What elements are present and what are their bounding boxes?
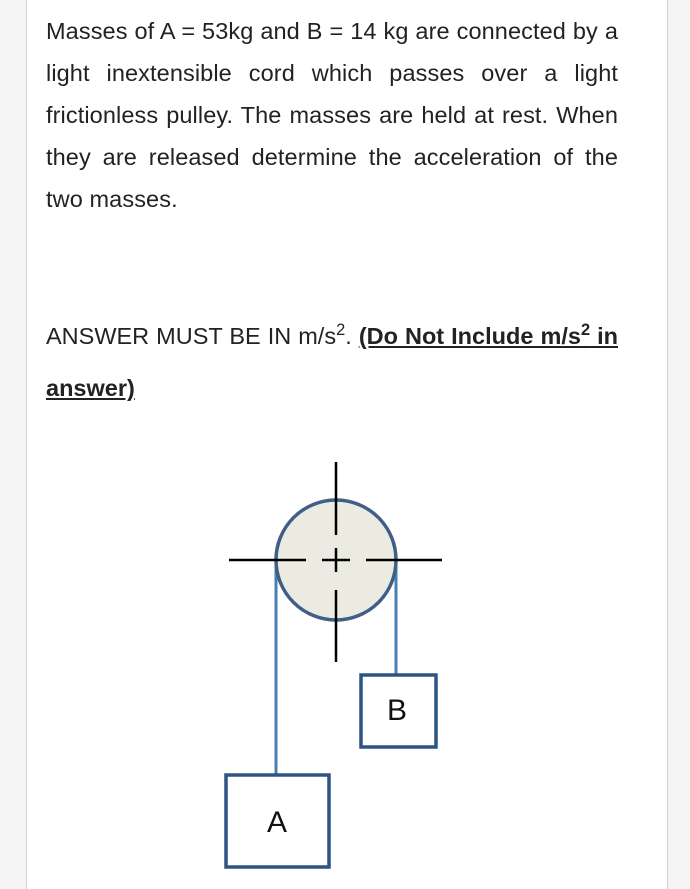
exclusion-text-end: in answer)	[46, 323, 618, 401]
pulley-center-crosshair	[229, 462, 442, 662]
exclusion-text: (Do Not Include m/s	[358, 323, 581, 349]
question-text: Masses of A = 53kg and B = 14 kg are connected by a light inextensible cord which passes over a light frictionless pulley. The masses are held at rest. When they are released determine the acceleration of the two masses.	[46, 18, 618, 212]
mass-a-label: A	[266, 806, 288, 839]
answer-units-exponent: 2	[336, 320, 346, 339]
exclusion-exponent: 2	[580, 320, 591, 339]
answer-units-text: ANSWER MUST BE IN m/s	[46, 323, 337, 349]
answer-units-period: .	[345, 323, 359, 349]
mass-b-label: B	[386, 694, 408, 727]
